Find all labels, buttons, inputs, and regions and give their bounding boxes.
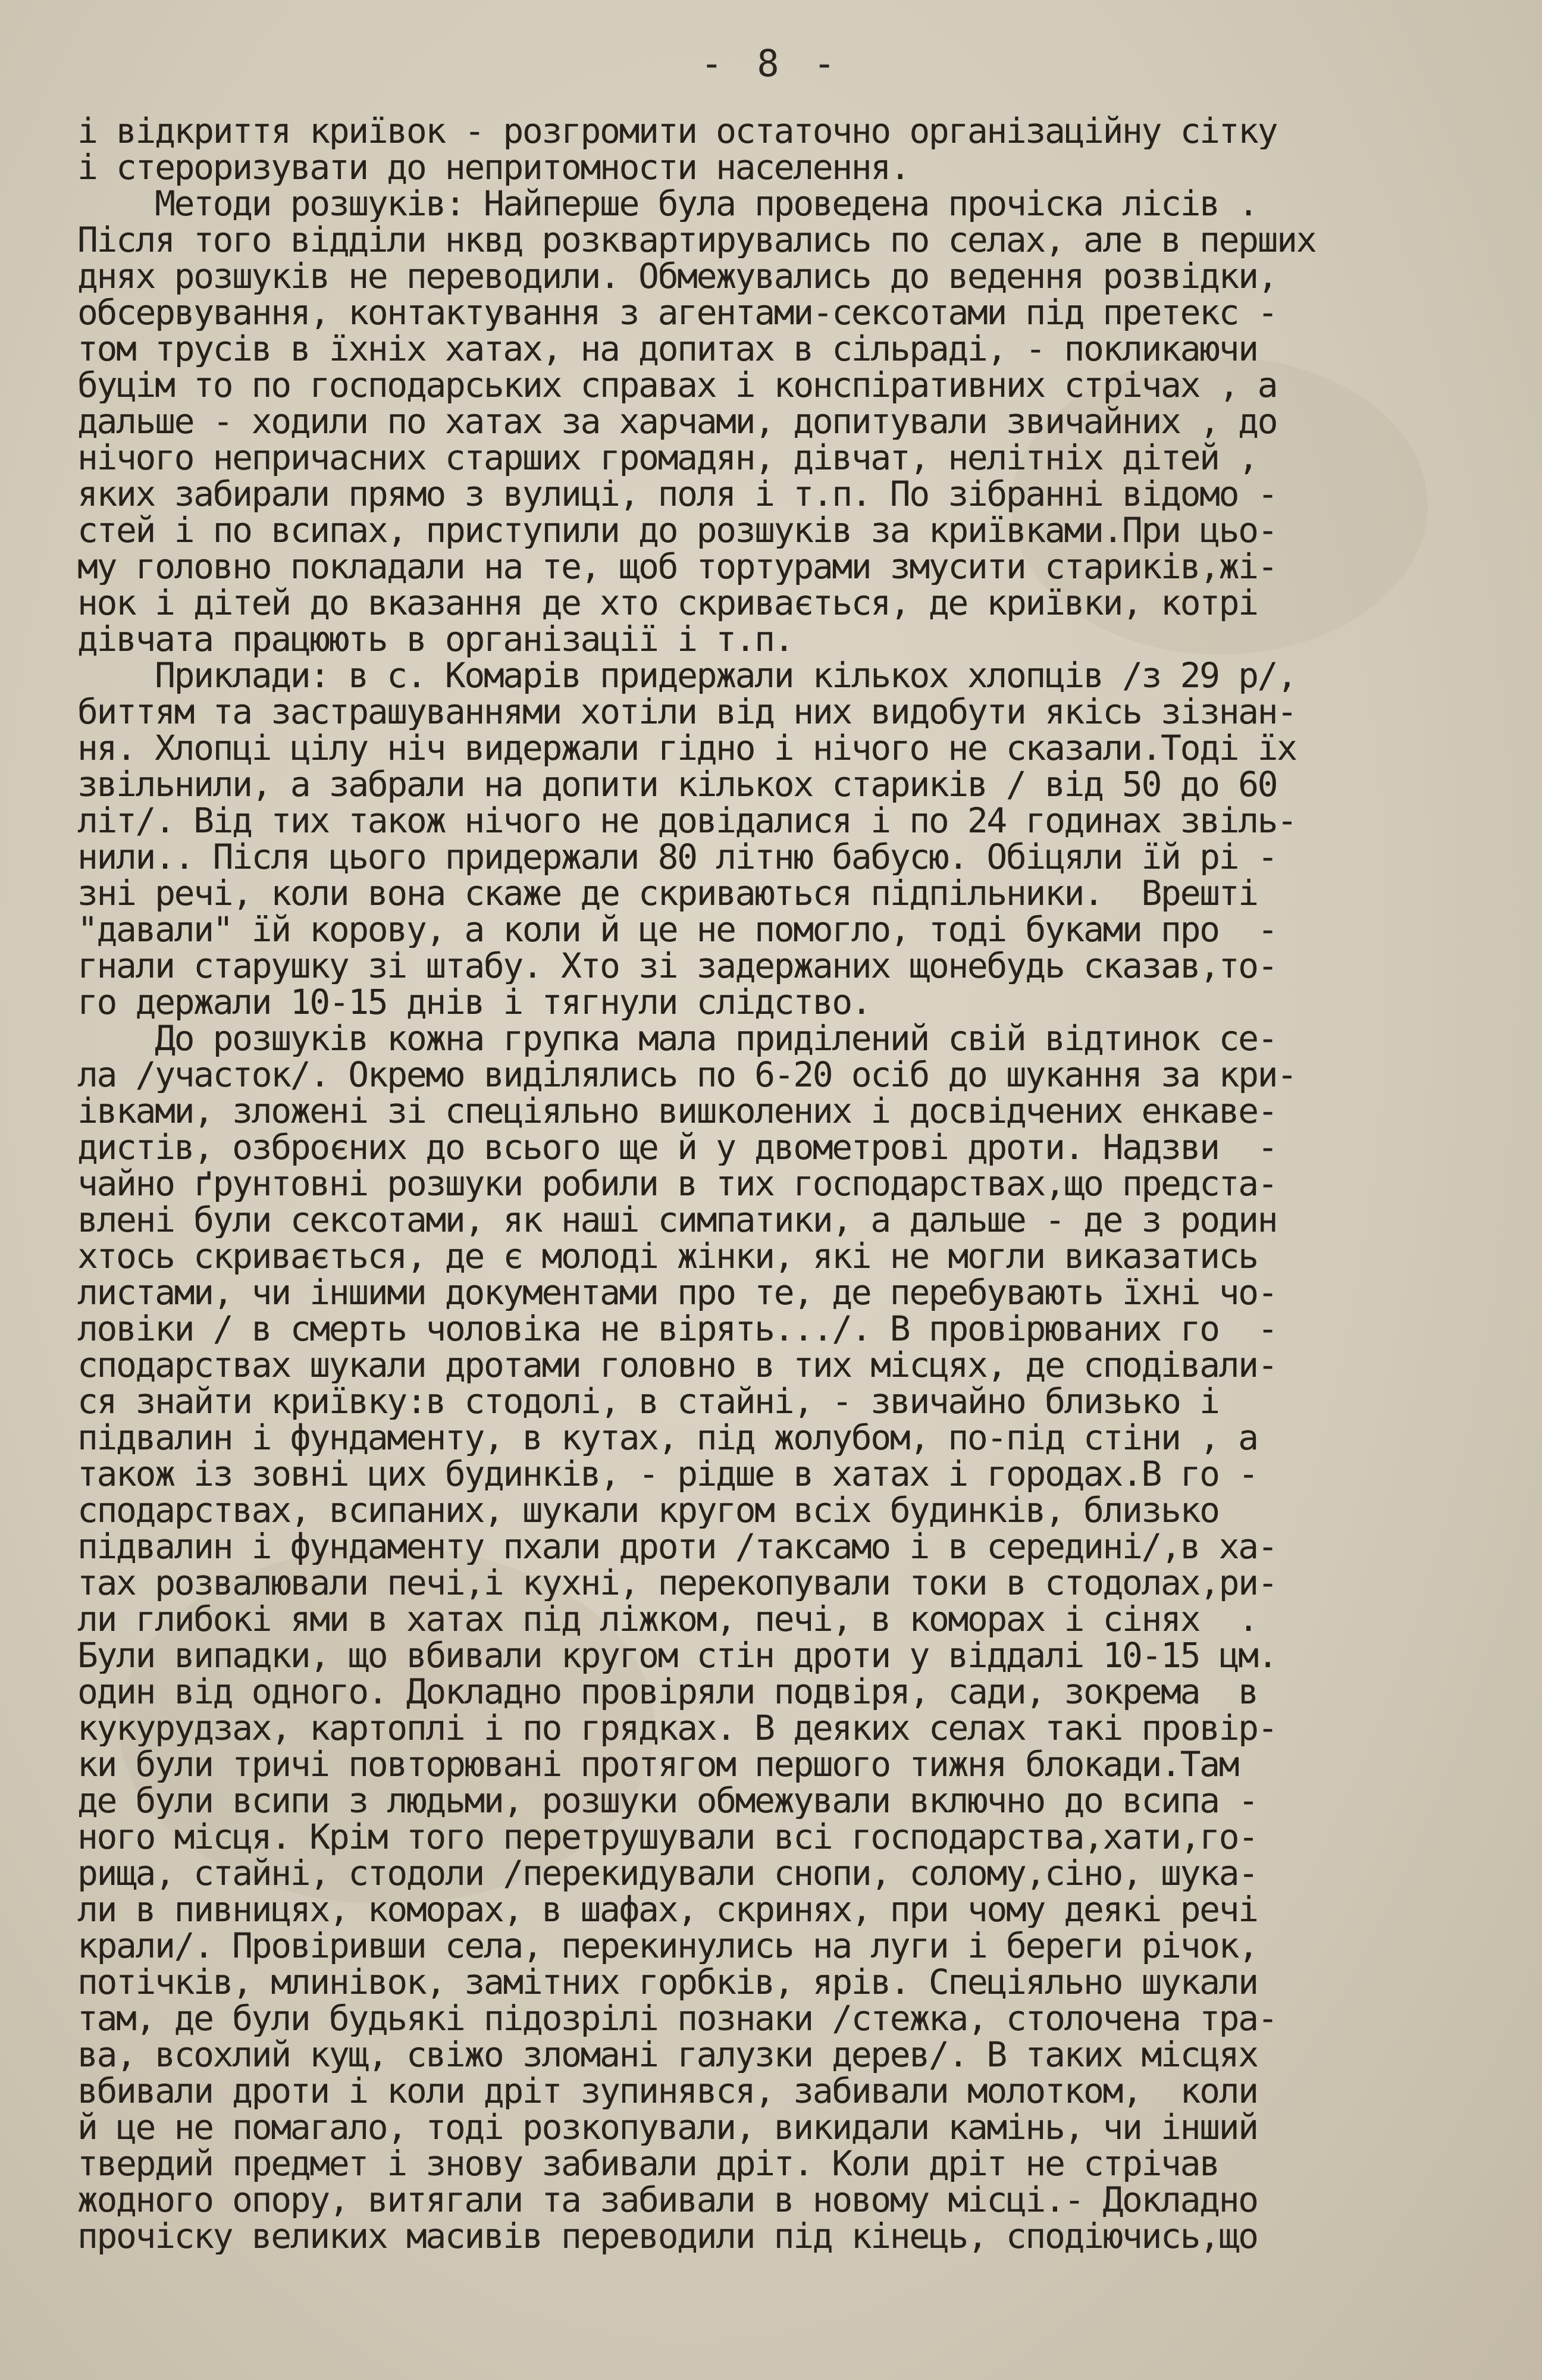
- text-line: листами, чи іншими документами про те, де перебувають їхні чо-: [77, 1274, 1277, 1311]
- text-line: ки були тричі повторювані протягом першого тижня блокади.Там: [77, 1746, 1239, 1783]
- text-line: де були всипи з людьми, розшуки обмежували включно до всипа -: [77, 1783, 1258, 1819]
- text-line: підвалин і фундаменту, в кутах, під жолубом, по-під стіни , а: [77, 1420, 1258, 1456]
- text-line: звільнили, а забрали на допити кількох стариків / від 50 до 60: [77, 766, 1277, 803]
- text-line: му головно покладали на те, щоб тортурами змусити стариків,жі-: [77, 549, 1277, 585]
- text-line: твердий предмет і знову забивали дріт. Коли дріт не стрічав: [77, 2146, 1219, 2182]
- text-line: дальше - ходили по хатах за харчами, допитували звичайних , до: [77, 403, 1277, 440]
- text-line: "давали" їй корову, а коли й це не помогло, тоді буками про -: [77, 912, 1277, 948]
- text-line: прочіску великих масивів переводили під кінець, сподіючись,що: [77, 2218, 1258, 2254]
- text-line: стей і по всипах, приступили до розшуків за криївками.При цьо-: [77, 512, 1277, 549]
- text-line: ва, всохлий кущ, свіжо зломані галузки дерев/. В таких місцях: [77, 2037, 1258, 2073]
- text-line: дівчата працюють в організації і т.п.: [77, 621, 794, 657]
- text-line: ли в пивницях, коморах, в шафах, скринях, при чому деякі речі: [77, 1892, 1258, 1928]
- text-line: Методи розшуків: Найперше була проведена прочіска лісів .: [77, 186, 1258, 222]
- text-line: також із зовні цих будинків, - рідше в хатах і городах.В го -: [77, 1456, 1258, 1492]
- text-line: обсервування, контактування з агентами-сексотами під претекс -: [77, 295, 1277, 331]
- text-line: ня. Хлопці цілу ніч видержали гідно і нічого не сказали.Тоді їх: [77, 730, 1296, 766]
- text-line: потічків, млинівок, замітних горбків, ярів. Спеціяльно шукали: [77, 1964, 1258, 2000]
- text-line: літ/. Від тих також нічого не довідалися і по 24 годинах звіль-: [77, 803, 1296, 839]
- text-line: До розшуків кожна групка мала приділений свій відтинок се-: [77, 1020, 1277, 1057]
- text-line: ли глибокі ями в хатах під ліжком, печі, в коморах і сінях .: [77, 1601, 1258, 1637]
- text-line: днях розшуків не переводили. Обмежувались до ведення розвідки,: [77, 258, 1277, 295]
- text-line: Приклади: в с. Комарів придержали кількох хлопців /з 29 р/,: [77, 657, 1296, 694]
- page-number: - 8 -: [700, 42, 842, 85]
- text-line: буцім то по господарських справах і конспіративних стрічах , а: [77, 367, 1277, 403]
- text-line: і стероризувати до непритомности населення.: [77, 149, 910, 186]
- text-line: івками, зложені зі спеціяльно вишколених і досвідчених енкаве-: [77, 1093, 1277, 1129]
- text-line: ся знайти криївку:в стодолі, в стайні, - звичайно близько і: [77, 1383, 1219, 1420]
- text-line: жодного опору, витягали та забивали в новому місці.- Докладно: [77, 2182, 1258, 2218]
- text-line: сподарствах, всипаних, шукали кругом всіх будинків, близько: [77, 1492, 1219, 1529]
- text-line: й це не помагало, тоді розкопували, викидали камінь, чи інший: [77, 2109, 1258, 2146]
- text-line: там, де були будьякі підозрілі познаки /стежка, столочена тра-: [77, 2000, 1277, 2037]
- text-line: один від одного. Докладно провіряли подвіря, сади, зокрема в: [77, 1674, 1258, 1710]
- text-line: ла /участок/. Окремо виділялись по 6-20 осіб до шукання за кри-: [77, 1057, 1296, 1093]
- text-line: нічого непричасних старших громадян, дівчат, нелітніх дітей ,: [77, 440, 1258, 476]
- text-line: кукурудзах, картоплі і по грядках. В деяких селах такі провір-: [77, 1710, 1277, 1746]
- text-line: гнали старушку зі штабу. Хто зі задержаних щонебудь сказав,то-: [77, 948, 1277, 984]
- text-line: хтось скривається, де є молоді жінки, які не могли виказатись: [77, 1238, 1258, 1274]
- text-line: нок і дітей до вказання де хто скривається, де криївки, котрі: [77, 585, 1258, 621]
- text-line: ного місця. Крім того перетрушували всі господарства,хати,го-: [77, 1819, 1258, 1855]
- text-line: яких забирали прямо з вулиці, поля і т.п. По зібранні відомо -: [77, 476, 1277, 512]
- text-line: тах розвалювали печі,і кухні, перекопували токи в стодолах,ри-: [77, 1565, 1277, 1601]
- text-line: і відкриття криївок - розгромити остаточно організаційну сітку: [77, 113, 1277, 149]
- text-line: зні речі, коли вона скаже де скриваються підпільники. Врешті: [77, 875, 1258, 912]
- text-line: влені були сексотами, як наші симпатики, а дальше - де з родин: [77, 1202, 1277, 1238]
- text-line: крали/. Провіривши села, перекинулись на луги і береги річок,: [77, 1928, 1258, 1964]
- text-line: ловіки / в смерть чоловіка не вірять.../. В провірюваних го -: [77, 1311, 1277, 1347]
- typewritten-text: [77, 113, 1463, 2254]
- text-line: підвалин і фундаменту пхали дроти /таксамо і в середині/,в ха-: [77, 1529, 1277, 1565]
- text-line: нили.. Після цього придержали 80 літню бабусю. Обіцяли їй рі -: [77, 839, 1277, 875]
- text-line: том трусів в їхніх хатах, на допитах в сільраді, - покликаючи: [77, 331, 1258, 367]
- text-line: сподарствах шукали дротами головно в тих місцях, де сподівали-: [77, 1347, 1277, 1383]
- text-line: рища, стайні, стодоли /перекидували снопи, солому,сіно, шука-: [77, 1855, 1258, 1892]
- text-line: вбивали дроти і коли дріт зупинявся, забивали молотком, коли: [77, 2073, 1258, 2109]
- text-line: го держали 10-15 днів і тягнули слідство.: [77, 984, 871, 1020]
- text-line: биттям та застрашуваннями хотіли від них видобути якісь зізнан-: [77, 694, 1296, 730]
- text-line: Були випадки, що вбивали кругом стін дроти у віддалі 10-15 цм.: [77, 1637, 1277, 1674]
- text-line: Після того відділи нквд розквартирувались по селах, але в перших: [77, 222, 1316, 258]
- text-line: дистів, озброєних до всього ще й у двометрові дроти. Надзви -: [77, 1129, 1277, 1166]
- text-line: чайно ґрунтовні розшуки робили в тих господарствах,що предста-: [77, 1166, 1277, 1202]
